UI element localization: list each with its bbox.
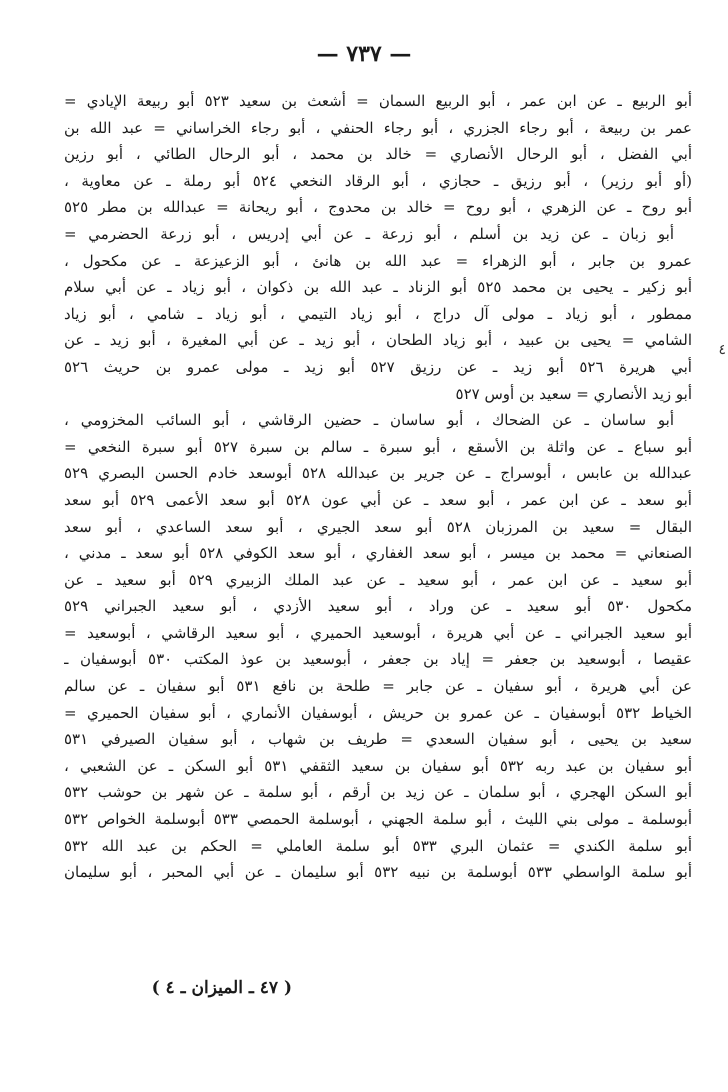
text-line: أبوسلمة ـ مولى بني الليث ، أبو سلمة الجهني ، أبوسلمة الحمصي ٥٣٣ أبوسلمة الخواص ٥٣٢ [64,810,692,829]
text-line: أبو سباع ـ عن واثلة بن الأسقع ، أبو سبرة ـ سالم بن سبرة ٥٢٧ أبو سبرة النخعي = [64,437,692,456]
text-line: عن أبي هريرة ، أبو سفيان ـ عن جابر = طلحة بن نافع ٥٣١ أبو سفيان ـ عن سالم [64,677,692,696]
text-line: أبو السكن الهجري ، أبو سلمان ـ عن زيد بن أرقم ، أبو سلمة ـ عن شهر بن حوشب ٥٣٢ [64,783,692,802]
text-line: أبو زكير ـ يحيى بن محمد ٥٢٥ أبو الزناد ـ عبد الله بن ذكوان ، أبو زياد ـ عن أبي سلام [64,278,692,297]
text-line: أبو سفيان بن عبد ربه ٥٣٢ أبو سفيان بن سعيد الثقفي ٥٣١ أبو السكن ـ عن الشعبي ، [64,756,692,775]
text-line: أبو الربيع ـ عن ابن عمر ، أبو الربيع السمان = أشعث بن سعيد ٥٢٣ أبو ربيعة الإيادي = [64,92,692,110]
text-line: أبي الفضل ، أبو الرحال الأنصاري = خالد بن محمد ، أبو الرحال الطائي ، أبو رزين [64,145,692,164]
text-line: أبو سعد ـ عن ابن عمر ، أبو سعد ـ عن أبي عون ٥٢٨ أبو سعد الأعمى ٥٢٩ أبو سعد [64,490,692,509]
margin-mark: ٤ [718,342,726,358]
text-line: الخياط ٥٣٢ أبوسفيان ـ عن عمرو بن حريش ، أبوسفيان الأنماري ، أبو سفيان الحميري = [64,703,692,722]
page-number: — ٧٣٧ — [316,41,412,67]
text-line: أبو سعيد الجبراني ـ عن أبي هريرة ، أبوسعيد الحميري ، أبو سعيد الرقاشي ، أبوسعيد = [64,623,692,642]
text-line: عمر بن ربيعة ، أبو رجاء الجزري ، أبو رجاء الحنفي ، أبو رجاء الخراساني = عبد الله بن [64,118,692,137]
page-body [64,88,692,886]
text-line: مكحول ٥٣٠ أبو سعيد ـ عن وراد ، أبو سعيد الأزدي ، أبو سعيد الجبراني ٥٢٩ [64,597,692,616]
text-line: أبي هريرة ٥٢٦ أبو زيد ـ عن رزيق ٥٢٧ أبو زيد ـ مولى عمرو بن حريث ٥٢٦ [64,357,692,376]
text-line: أبو سلمة الواسطي ٥٣٣ أبوسلمة بن نبيه ٥٣٢ أبو سليمان ـ عن أبي المحبر ، أبو سليمان [64,863,692,882]
text-line: أبو سلمة الكندي = عثمان البري ٥٣٣ أبو سلمة العاملي = الحكم بن عبد الله ٥٣٢ [64,836,692,855]
text-line: عمرو بن جابر ، أبو الزهراء = عبد الله بن هانئ ، أبو الزعيزعة ـ عن مكحول ، [64,251,692,270]
text-line: الصنعاني = محمد بن ميسر ، أبو سعد الغفاري ، أبو سعد الكوفي ٥٢٨ أبو سعد ـ مدني ، [64,544,692,563]
text-line: أبو ساسان ـ عن الضحاك ، أبو ساسان ـ حضين الرقاشي ، أبو السائب المخزومي ، [64,411,674,430]
text-line: ممطور ، أبو زياد ـ مولى آل دراج ، أبو زياد التيمي ، أبو زياد ـ شامي ، أبو زياد [64,304,692,323]
text-line: أبو روح ـ عن الزهري ، أبو روح = خالد بن محدوج ، أبو ريحانة = عبدالله بن مطر ٥٢٥ [64,198,692,217]
text-line: عبدالله بن عابس ، أبوسراج ـ عن جرير بن عبدالله ٥٢٨ أبوسعد خادم الحسن البصري ٥٢٩ [64,464,692,483]
text-line: البقال = سعيد بن المرزبان ٥٢٨ أبو سعد الجيري ، أبو سعد الساعدي ، أبو سعد [64,517,692,536]
text-line: أبو سعيد ـ عن ابن عمر ، أبو سعيد ـ عن عبد الملك الزبيري ٥٢٩ أبو سعيد ـ عن [64,570,692,589]
text-line: سعيد بن يحيى ، أبو سفيان السعدي = طريف بن شهاب ، أبو سفيان الصيرفي ٥٣١ [64,730,692,749]
text-line: أبو زبان ـ عن زيد بن أسلم ، أبو زرعة ـ عن أبي إدريس ، أبو زرعة الحضرمي = [64,224,674,243]
text-line: أبو زيد الأنصاري = سعيد بن أوس ٥٢٧ [455,384,692,403]
text-line: عقيصا ، أبوسعيد بن جعفر = إياد بن جعفر ، أبوسعيد بن عوذ المكتب ٥٣٠ أبوسفيان ـ [64,650,692,669]
page-footer: ( ٤٧ ـ الميزان ـ ٤ ) [151,978,292,998]
text-line: (أو أبو رزير) ، أبو رزيق ـ حجازي ، أبو الرقاد النخعي ٥٢٤ أبو رملة ـ عن معاوية ، [64,171,692,190]
text-line: الشامي = يحيى بن عبيد ، أبو زياد الطحان ، أبو زيد ـ عن أبي المغيرة ، أبو زيد ـ عن [64,331,692,350]
